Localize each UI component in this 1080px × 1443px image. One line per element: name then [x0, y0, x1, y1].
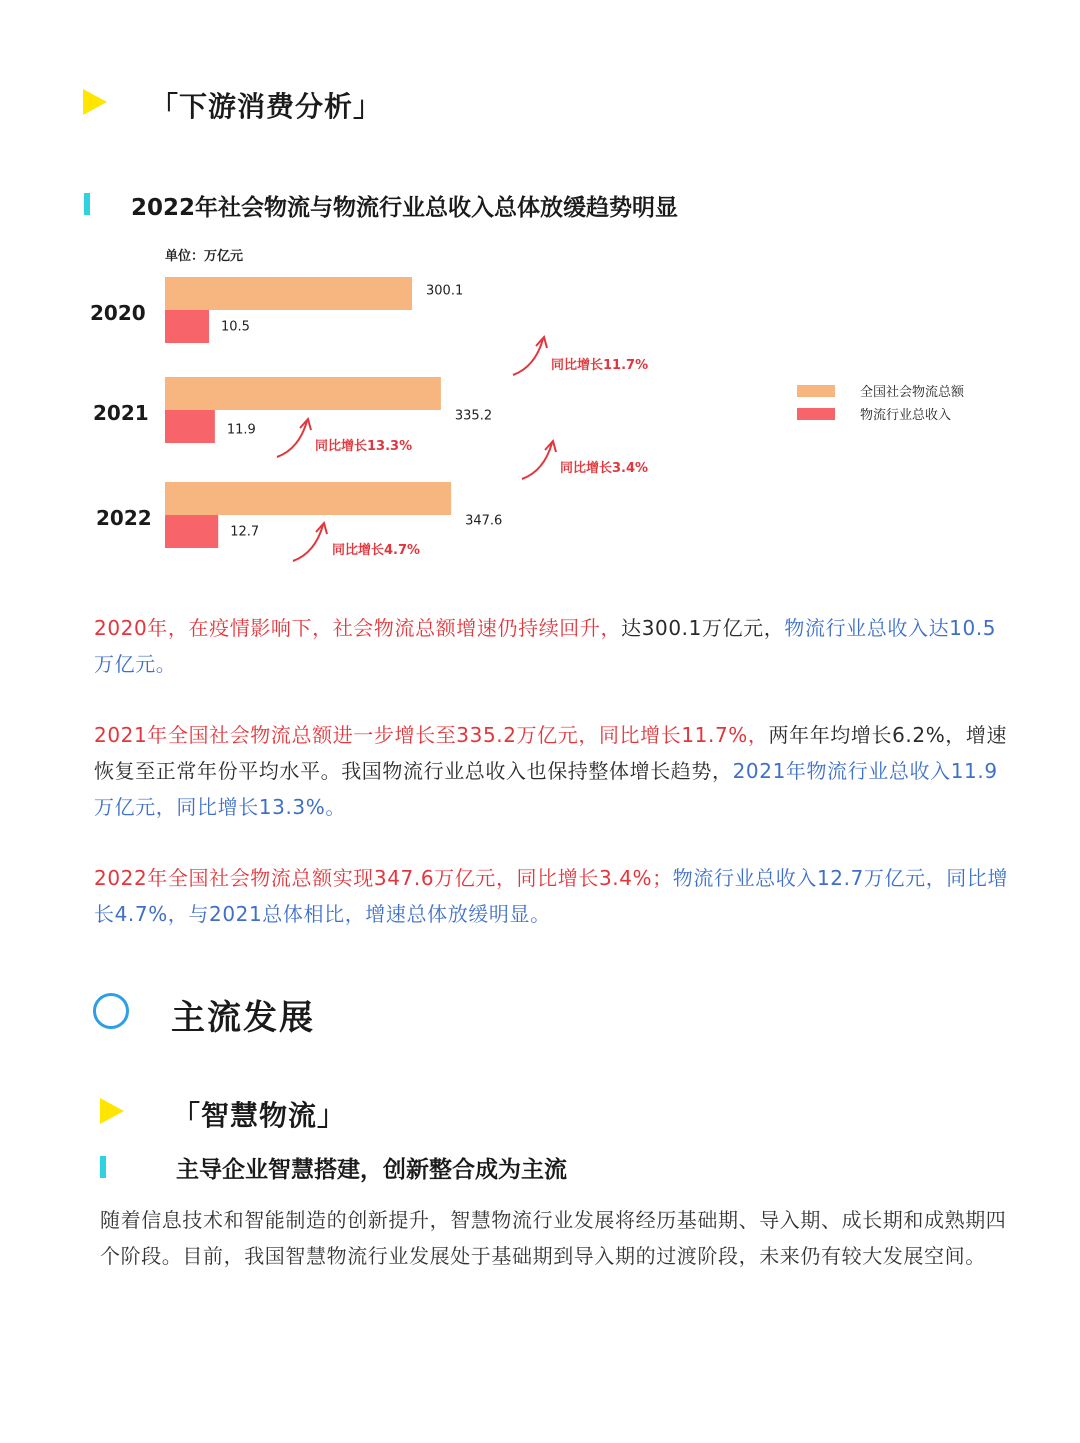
bar-logistics-total-2021: [165, 377, 441, 410]
growth-annotation-0: 同比增长11.7%: [551, 358, 649, 373]
value-label-income-2020: 10.5: [221, 319, 250, 335]
year-label-2020: 2020: [90, 301, 146, 325]
p2022-highlight: 2022年全国社会物流总额实现347.6万亿元，同比增长3.4%；: [94, 866, 673, 890]
bar-industry-income-2022: [165, 515, 218, 548]
yellow-triangle-icon: [83, 89, 107, 115]
year-label-2022: 2022: [96, 506, 152, 530]
bar-industry-income-2020: [165, 310, 209, 343]
section-title-smart-logistics: 「智慧物流」: [172, 1099, 347, 1132]
circle-icon: [93, 993, 129, 1029]
cyan-bar-icon: [84, 193, 90, 215]
bar-industry-income-2021: [165, 410, 215, 443]
section-title-mainstream: 主流发展: [171, 998, 315, 1038]
paragraph-2022: [94, 860, 1009, 932]
unit-label: 单位：万亿元: [165, 249, 244, 264]
year-label-2021: 2021: [93, 401, 149, 425]
value-label-total-2020: 300.1: [426, 283, 464, 299]
paragraph-2020: [94, 610, 1009, 682]
growth-annotation-3: 同比增长4.7%: [332, 543, 421, 558]
bar-logistics-total-2020: [165, 277, 412, 310]
bar-logistics-total-2022: [165, 482, 451, 515]
p2021-income: 2021年物流行业总收入11.9万亿元，同比增长13.3%。: [94, 759, 998, 819]
legend-label-1: 物流行业总收入: [860, 408, 952, 423]
p2020-highlight: 2020年，在疫情影响下，社会物流总额增速仍持续回升，: [94, 616, 622, 640]
value-label-total-2022: 347.6: [465, 513, 503, 529]
value-label-total-2021: 335.2: [454, 408, 493, 424]
chart-title: 2022年社会物流与物流行业总收入总体放缓趋势明显: [131, 195, 679, 221]
value-label-income-2022: 12.7: [230, 524, 260, 540]
p2021-highlight: 2021年全国社会物流总额进一步增长至335.2万亿元，同比增长11.7%，: [94, 723, 769, 747]
bar-chart: [0, 235, 1080, 580]
p2022-income: 物流行业总收入12.7万亿元，同比增长4.7%，与2021总体相比，增速总体放缓明显。: [94, 866, 1009, 926]
cyan-bar-icon: [100, 1156, 106, 1178]
p2020-text: 达300.1万亿元，: [621, 616, 785, 640]
section-title-downstream: 「下游消费分析」: [150, 90, 383, 123]
legend-swatch-1: [797, 408, 835, 420]
growth-annotation-2: 同比增长13.3%: [315, 439, 413, 454]
smart-logistics-subtitle: 主导企业智慧搭建，创新整合成为主流: [176, 1157, 567, 1183]
smart-logistics-body: 随着信息技术和智能制造的创新提升，智慧物流行业发展将经历基础期、导入期、成长期和成熟期四个阶段。目前，我国智慧物流行业发展处于基础期到导入期的过渡阶段，未来仍有较大发展空间。: [100, 1208, 1007, 1268]
legend-label-0: 全国社会物流总额: [860, 385, 965, 400]
p2021-text: 两年年均增长6.2%，增速恢复至正常年份平均水平。我国物流行业总收入也保持整体增长趋势，: [94, 723, 1008, 783]
paragraph-2021: [94, 717, 1009, 825]
p2020-income: 物流行业总收入达10.5万亿元。: [94, 616, 997, 676]
value-label-income-2021: 11.9: [226, 422, 256, 438]
legend-swatch-0: [797, 385, 835, 397]
growth-annotation-1: 同比增长3.4%: [560, 461, 649, 476]
yellow-triangle-icon: [100, 1098, 124, 1124]
